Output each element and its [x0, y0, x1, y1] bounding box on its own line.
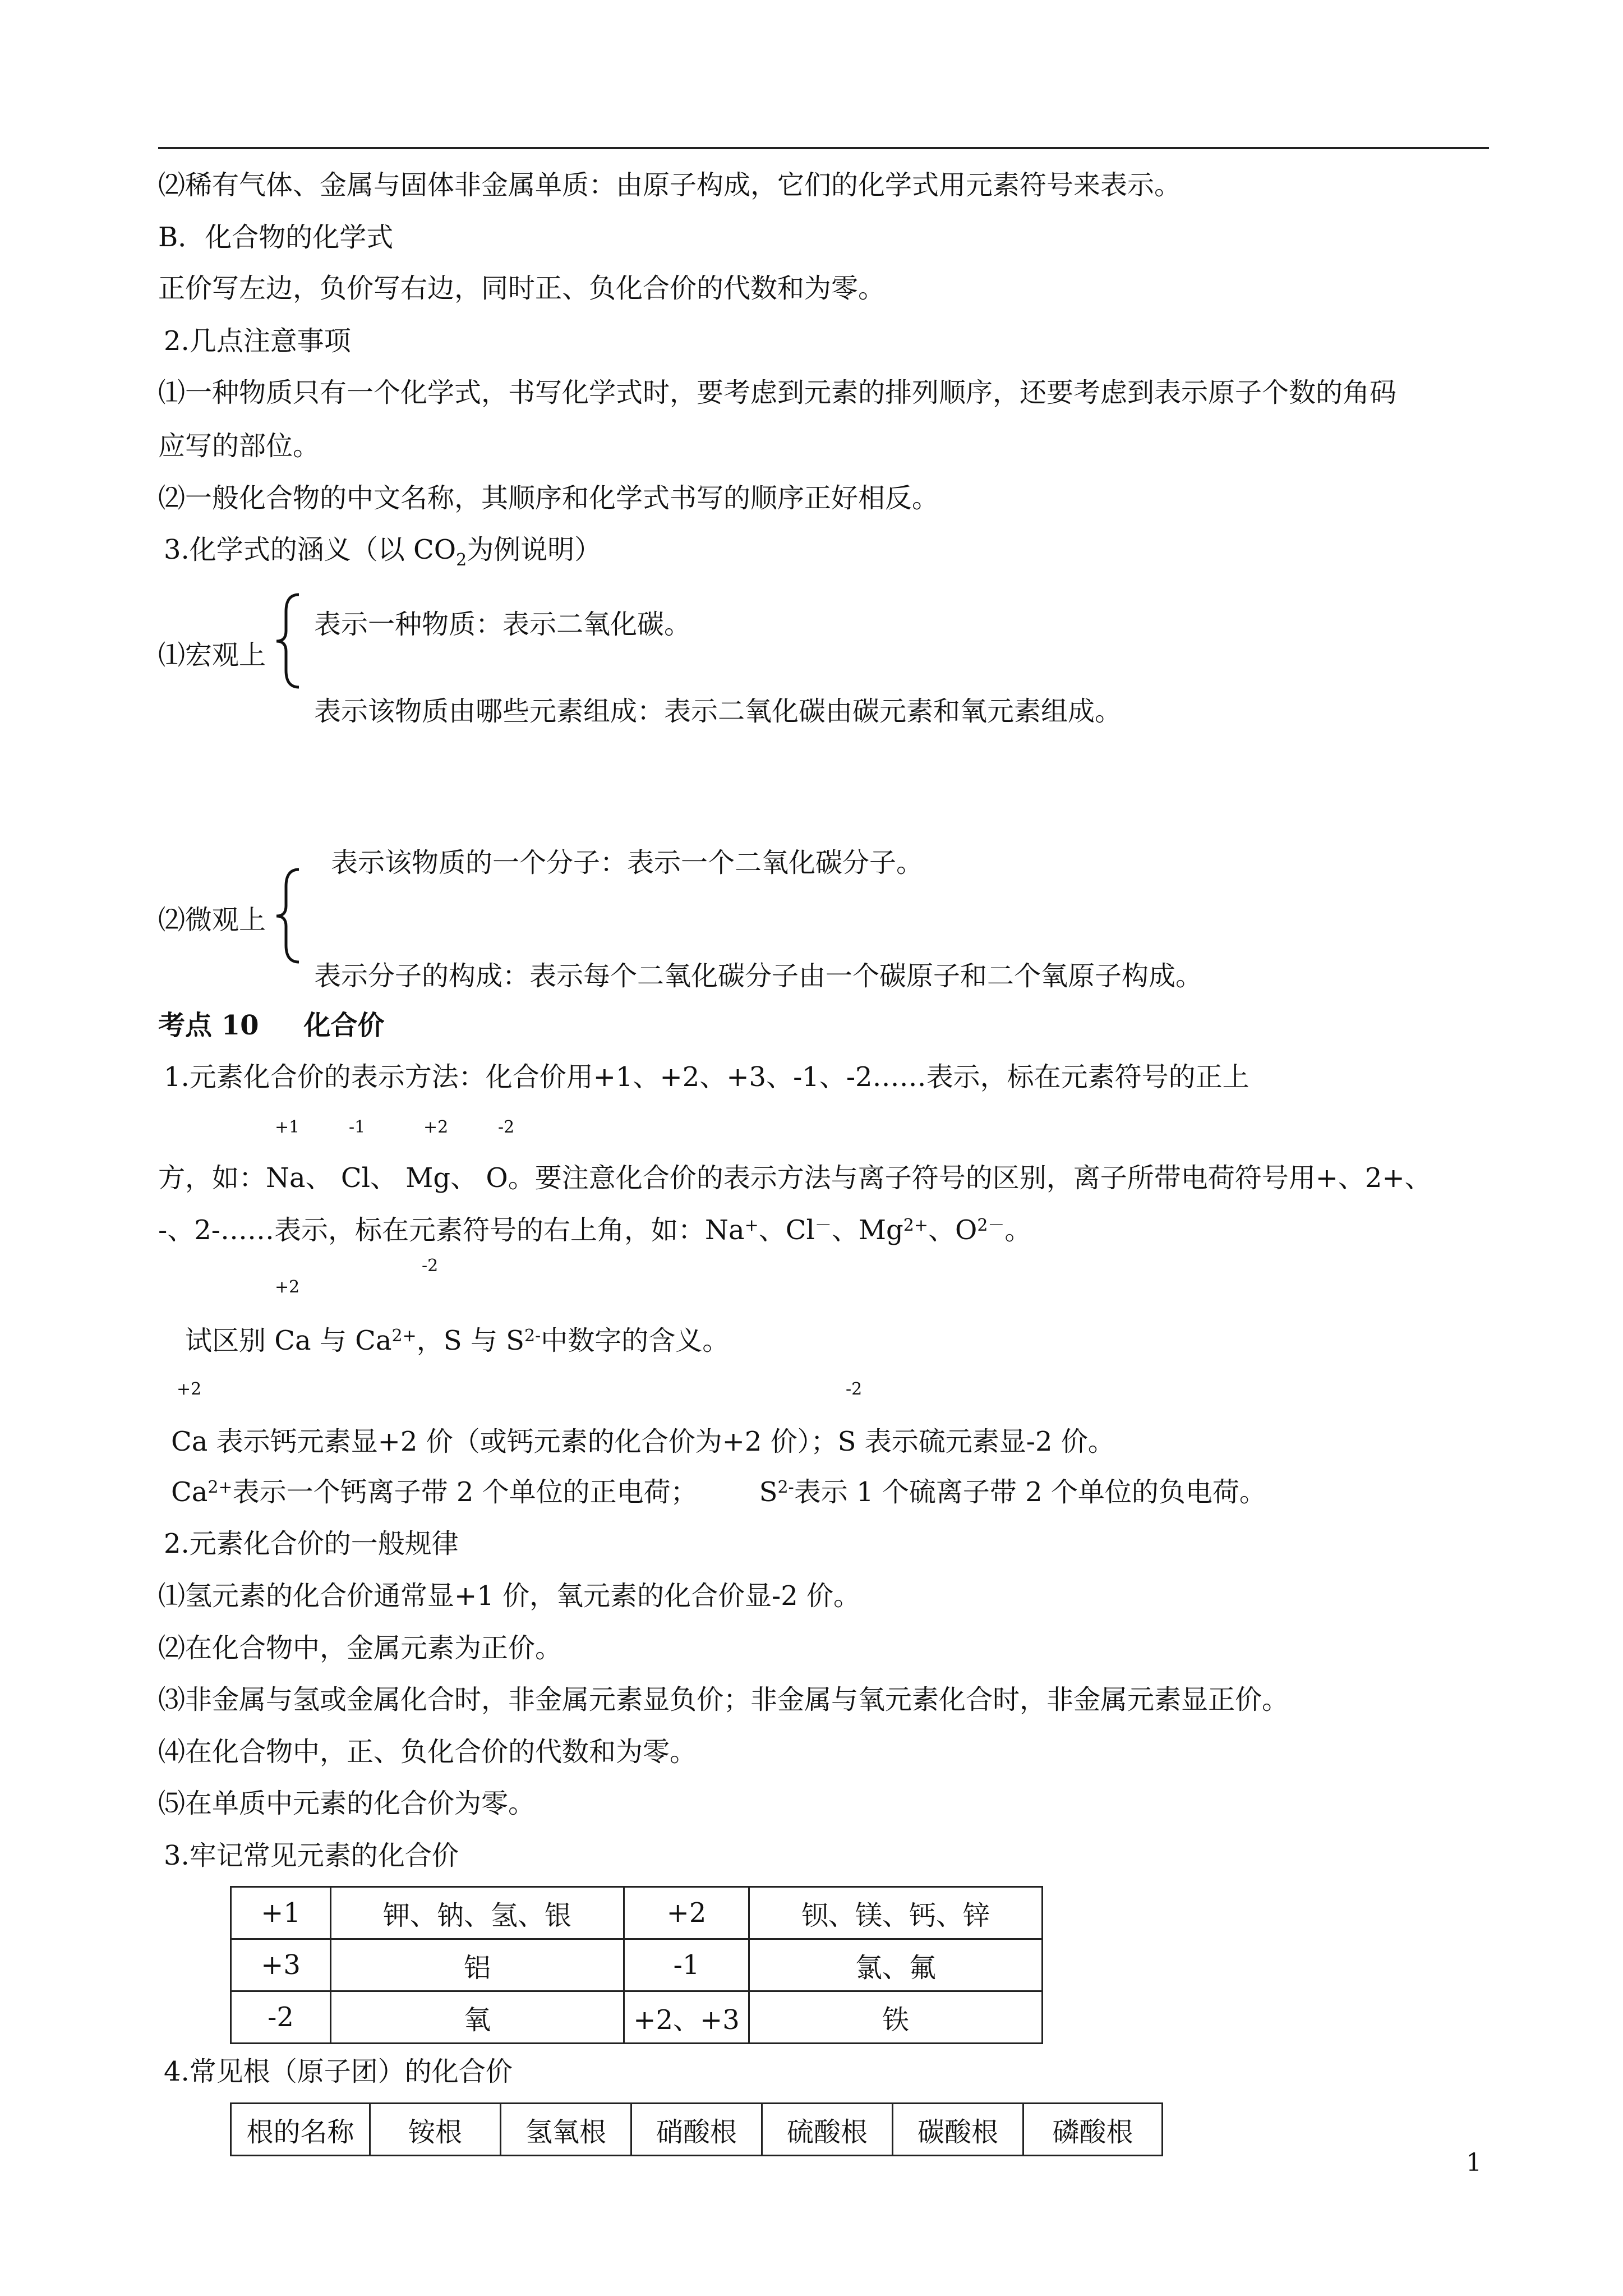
macro-line-1: 表示一种物质：表示二氧化碳。	[314, 609, 691, 640]
header-rule	[158, 147, 1489, 149]
brace-icon	[274, 867, 307, 965]
text-line: ⑴一种物质只有一个化学式，书写化学式时，要考虑到元素的排列顺序，还要考虑到表示原子个数的角码	[158, 377, 1397, 408]
text-line: $Ca^{2+}$表示一个钙离子带 2 个单位的正电荷； $S^{2-}$表示 1 个硫离子带 2 个单位的负电荷。	[171, 1476, 1266, 1508]
rule-item: ⑸在单质中元素的化合价为零。	[158, 1788, 536, 1819]
valence-superscripts: +1 -1 +2 -2	[275, 1117, 515, 1137]
rule-item: ⑴氢元素的化合价通常显+1 价，氧元素的化合价显-2 价。	[158, 1580, 861, 1612]
page-number: 1	[1466, 2148, 1482, 2177]
rule-item: ⑷在化合物中，正、负化合价的代数和为零。	[158, 1736, 697, 1768]
table-row: +1 钾、钠、氢、银 +2 钡、镁、钙、锌	[231, 1887, 1043, 1939]
table-row: -2 氧 +2、+3 铁	[231, 1991, 1043, 2044]
text-line: 试区别 Ca 与 $Ca^{2+}$，S 与 $S^{2-}$中数字的含义。	[185, 1325, 730, 1356]
rule-item: ⑵在化合物中，金属元素为正价。	[158, 1632, 562, 1664]
text-line: 方，如：Na、 Cl、 Mg、 O。要注意化合价的表示方法与离子符号的区别，离子所带电荷符号用+、2+、	[158, 1162, 1432, 1194]
rule-item: ⑶非金属与氢或金属化合时，非金属元素显负价；非金属与氧元素化合时，非金属元素显正价。	[158, 1684, 1289, 1715]
text-line: -、2-……表示，标在元素符号的右上角，如：Na+、Cl－、$Mg^{2+}$、$O^{2-}$。	[158, 1214, 1032, 1246]
brace-icon	[274, 592, 307, 690]
section-heading: 3.化学式的涵义（以 $CO_2$为例说明）	[164, 534, 602, 570]
section-heading: 4.常见根（原子团）的化合价	[164, 2056, 513, 2087]
text-line: 正价写左边，负价写右边，同时正、负化合价的代数和为零。	[158, 273, 886, 304]
section-heading: 2.几点注意事项	[164, 325, 351, 357]
macro-label: ⑴宏观上	[158, 639, 266, 671]
text-line: ⑵稀有气体、金属与固体非金属单质：由原子构成，它们的化学式用元素符号来表示。	[158, 169, 1182, 201]
example-superscripts: +2 -2	[177, 1379, 863, 1399]
section-heading: 2.元素化合价的一般规律	[164, 1528, 459, 1559]
section-heading: 3.牢记常见元素的化合价	[164, 1840, 459, 1871]
micro-label: ⑵微观上	[158, 904, 266, 936]
valence-table	[230, 1886, 1043, 2044]
micro-line-1: 表示该物质的一个分子：表示一个二氧化碳分子。	[331, 847, 924, 878]
table-row: 根的名称 铵根 氢氧根 硝酸根 硫酸根 碳酸根 磷酸根	[231, 2104, 1163, 2156]
radical-table	[230, 2102, 1163, 2156]
text-line: 1.元素化合价的表示方法：化合价用+1、+2、+3、-1、-2……表示，标在元素符号的正上	[164, 1061, 1249, 1093]
text-line: Ca 表示钙元素显+2 价（或钙元素的化合价为+2 价）；S 表示硫元素显-2 价。	[171, 1426, 1115, 1457]
text-line: 应写的部位。	[158, 430, 320, 462]
macro-line-2: 表示该物质由哪些元素组成：表示二氧化碳由碳元素和氧元素组成。	[314, 696, 1122, 727]
table-row: +3 铝 -1 氯、氟	[231, 1939, 1043, 1991]
key-point-heading: 考点 10 化合价	[158, 1010, 385, 1041]
text-line: B．化合物的化学式	[158, 222, 394, 253]
text-line: ⑵一般化合物的中文名称，其顺序和化学式书写的顺序正好相反。	[158, 482, 939, 514]
micro-line-2: 表示分子的构成：表示每个二氧化碳分子由一个碳原子和二个氧原子构成。	[314, 960, 1203, 992]
distinguish-superscripts: -2 +2	[275, 1256, 439, 1297]
